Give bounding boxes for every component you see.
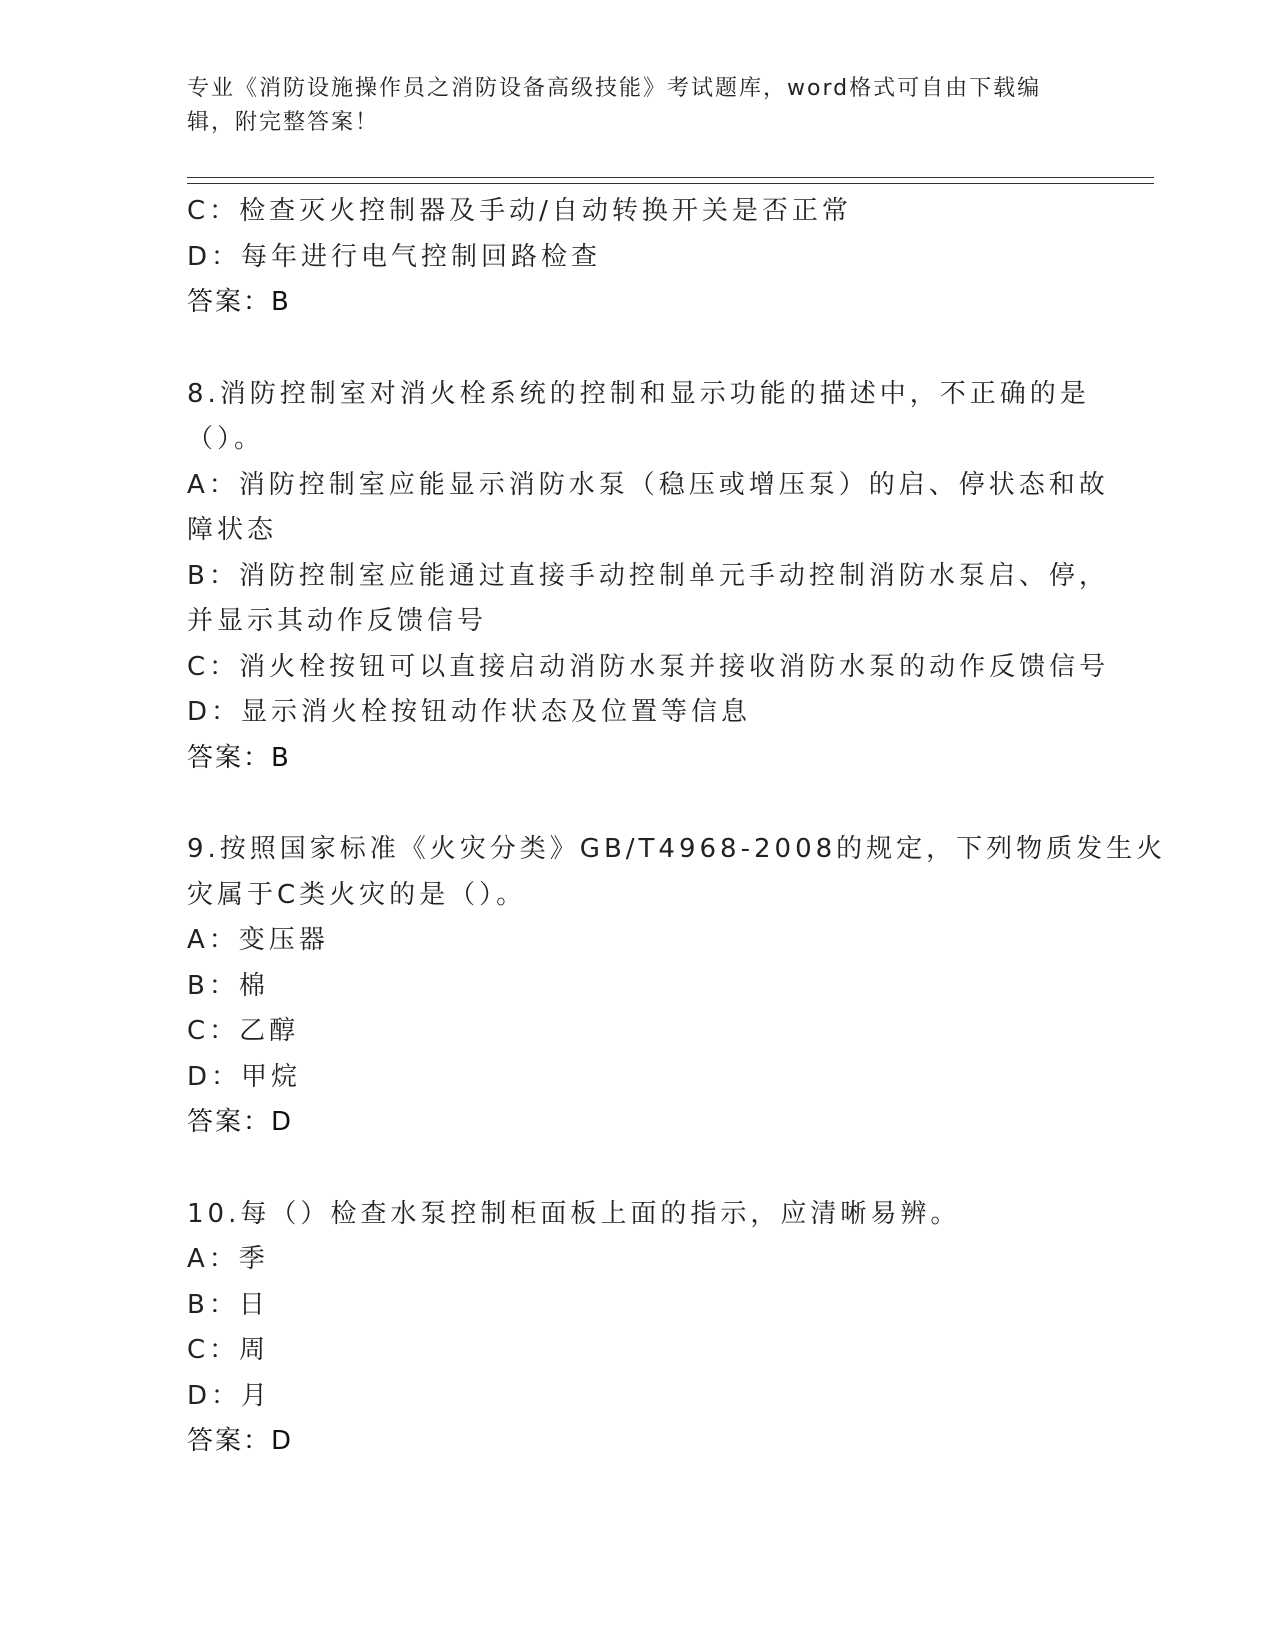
option-d: D：每年进行电气控制回路检查 <box>187 241 602 272</box>
question-stem-continued: 灾属于C类火灾的是（）。 <box>187 879 527 910</box>
option-a: A：季 <box>187 1244 269 1274</box>
question-8 <box>187 372 1110 782</box>
option-a: A：消防控制室应能显示消防水泵（稳压或增压泵）的启、停状态和故 <box>187 469 1109 500</box>
header-divider <box>187 177 1154 184</box>
question-list <box>187 189 1167 1465</box>
question-7 <box>187 189 1087 326</box>
question-10 <box>187 1192 1087 1465</box>
option-d: D：月 <box>187 1380 272 1411</box>
option-a-continued: 障状态 <box>187 515 278 545</box>
option-c: C：周 <box>187 1335 270 1365</box>
answer-label: 答案：B <box>187 742 291 773</box>
header-title-line-1: 专业《消防设施操作员之消防设备高级技能》考试题库，word格式可自由下载编 <box>187 76 1042 101</box>
option-b: B：棉 <box>187 970 269 1001</box>
question-9 <box>187 827 1167 1146</box>
answer-label: 答案：D <box>187 1107 294 1137</box>
answer-label: 答案：D <box>187 1426 294 1456</box>
spacer <box>187 1146 1087 1192</box>
option-d: D：甲烷 <box>187 1061 302 1092</box>
option-b-continued: 并显示其动作反馈信号 <box>187 606 488 636</box>
spacer <box>187 781 1087 827</box>
question-stem-continued: （）。 <box>187 424 265 454</box>
question-stem: 10.每（）检查水泵控制柜面板上面的指示，应清晰易辨。 <box>187 1198 961 1229</box>
option-b: B：日 <box>187 1289 269 1320</box>
option-b: B：消防控制室应能通过直接手动控制单元手动控制消防水泵启、停， <box>187 560 1109 591</box>
option-c: C：乙醇 <box>187 1016 300 1046</box>
spacer <box>187 326 1087 372</box>
option-c: C：消火栓按钮可以直接启动消防水泵并接收消防水泵的动作反馈信号 <box>187 651 1110 682</box>
option-d: D：显示消火栓按钮动作状态及位置等信息 <box>187 697 752 727</box>
question-stem: 9.按照国家标准《火灾分类》GB/T4968-2008的规定，下列物质发生火 <box>187 834 1167 864</box>
answer-label: 答案：B <box>187 287 291 317</box>
question-stem: 8.消防控制室对消火栓系统的控制和显示功能的描述中，不正确的是 <box>187 378 1090 409</box>
option-a: A：变压器 <box>187 925 329 955</box>
option-c: C：检查灭火控制器及手动/自动转换开关是否正常 <box>187 196 852 226</box>
page-header <box>187 72 1067 140</box>
header-title-line-2: 辑，附完整答案！ <box>187 110 380 135</box>
